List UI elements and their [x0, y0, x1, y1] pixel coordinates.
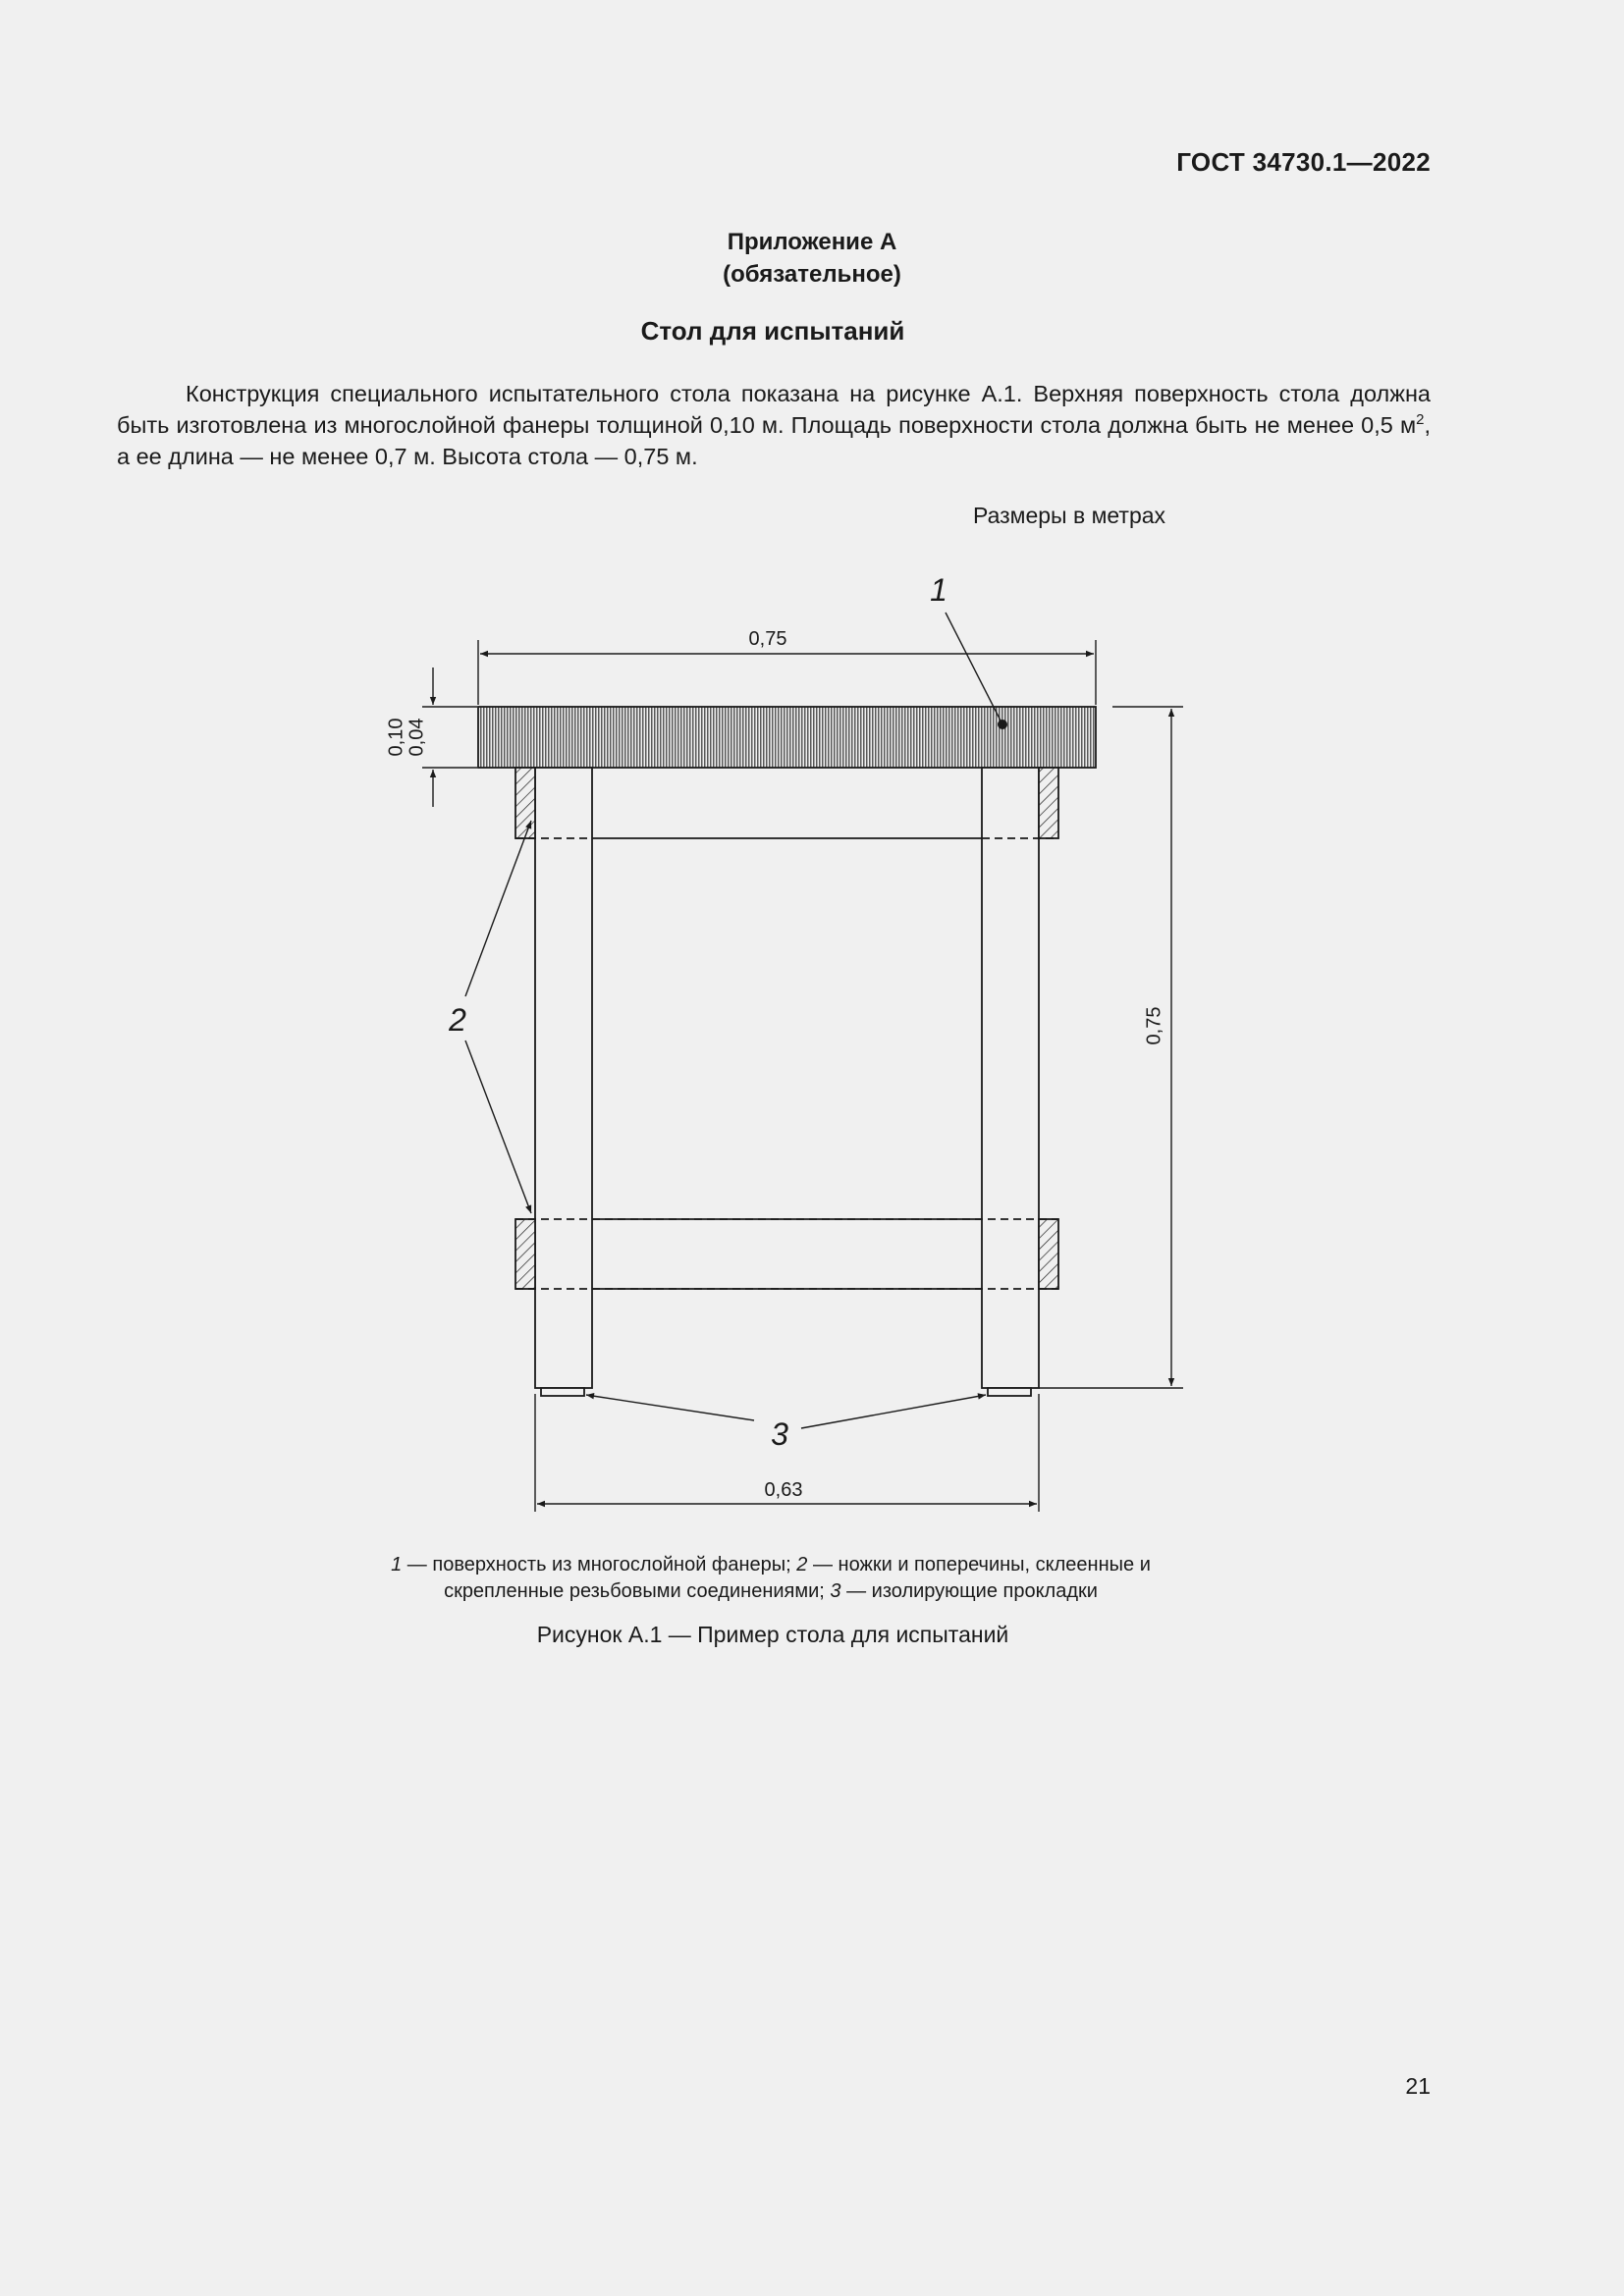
tabletop — [478, 707, 1096, 768]
paragraph-text-2: , а ее длина — не менее 0,7 м. Высота стола — 0,75 м. — [117, 412, 1431, 469]
annex-title: Приложение А — [727, 229, 897, 255]
annex-status: (обязательное) — [723, 261, 901, 288]
lower-rail-right-section — [1039, 1219, 1058, 1289]
callout-1: 1 — [930, 572, 947, 608]
upper-rail-left-section — [515, 768, 535, 838]
section-title: Стол для испытаний — [640, 316, 905, 346]
lower-rail-left-section — [515, 1219, 535, 1289]
standard-code: ГОСТ 34730.1—2022 — [1176, 147, 1431, 177]
figure-legend — [344, 1552, 1198, 1605]
leg-right — [982, 768, 1039, 1388]
paragraph-text-1: Конструкция специального испытательного стола показана на рисунке А.1. Верхняя поверхность стола должна быть изготовлена из многослойной фанеры толщиной 0,10 м. Площадь поверхности стола должна быть не менее 0,5 м — [117, 381, 1431, 438]
figure-caption: Рисунок А.1 — Пример стола для испытаний — [536, 1622, 1009, 1647]
callout-3: 3 — [771, 1416, 788, 1452]
dim-top-thickness: 0,10 — [385, 718, 407, 757]
dim-height: 0,75 — [1143, 1006, 1165, 1045]
legend-num-1: 1 — [391, 1554, 403, 1575]
legend-text-1: — поверхность из многослойной фанеры; — [402, 1554, 797, 1575]
legend-text-2: — ножки и поперечины, склеенные и скрепленные резьбовыми соединениями; — [444, 1554, 1151, 1602]
pad-left — [541, 1388, 584, 1396]
upper-rail-right-section — [1039, 768, 1058, 838]
page-number: 21 — [1405, 2073, 1431, 2099]
callout-2: 2 — [449, 1002, 466, 1038]
legend-text-3: — изолирующие прокладки — [840, 1580, 1098, 1602]
units-note: Размеры в метрах — [973, 503, 1166, 528]
superscript-2: 2 — [1416, 411, 1425, 428]
pad-right — [988, 1388, 1031, 1396]
legend-num-3: 3 — [830, 1580, 841, 1602]
leg-left — [535, 768, 592, 1388]
legend-num-2: 2 — [796, 1554, 808, 1575]
dim-top-width: 0,75 — [748, 628, 787, 650]
dim-base-width: 0,63 — [764, 1479, 803, 1501]
dim-top-inner: 0,04 — [406, 718, 428, 757]
